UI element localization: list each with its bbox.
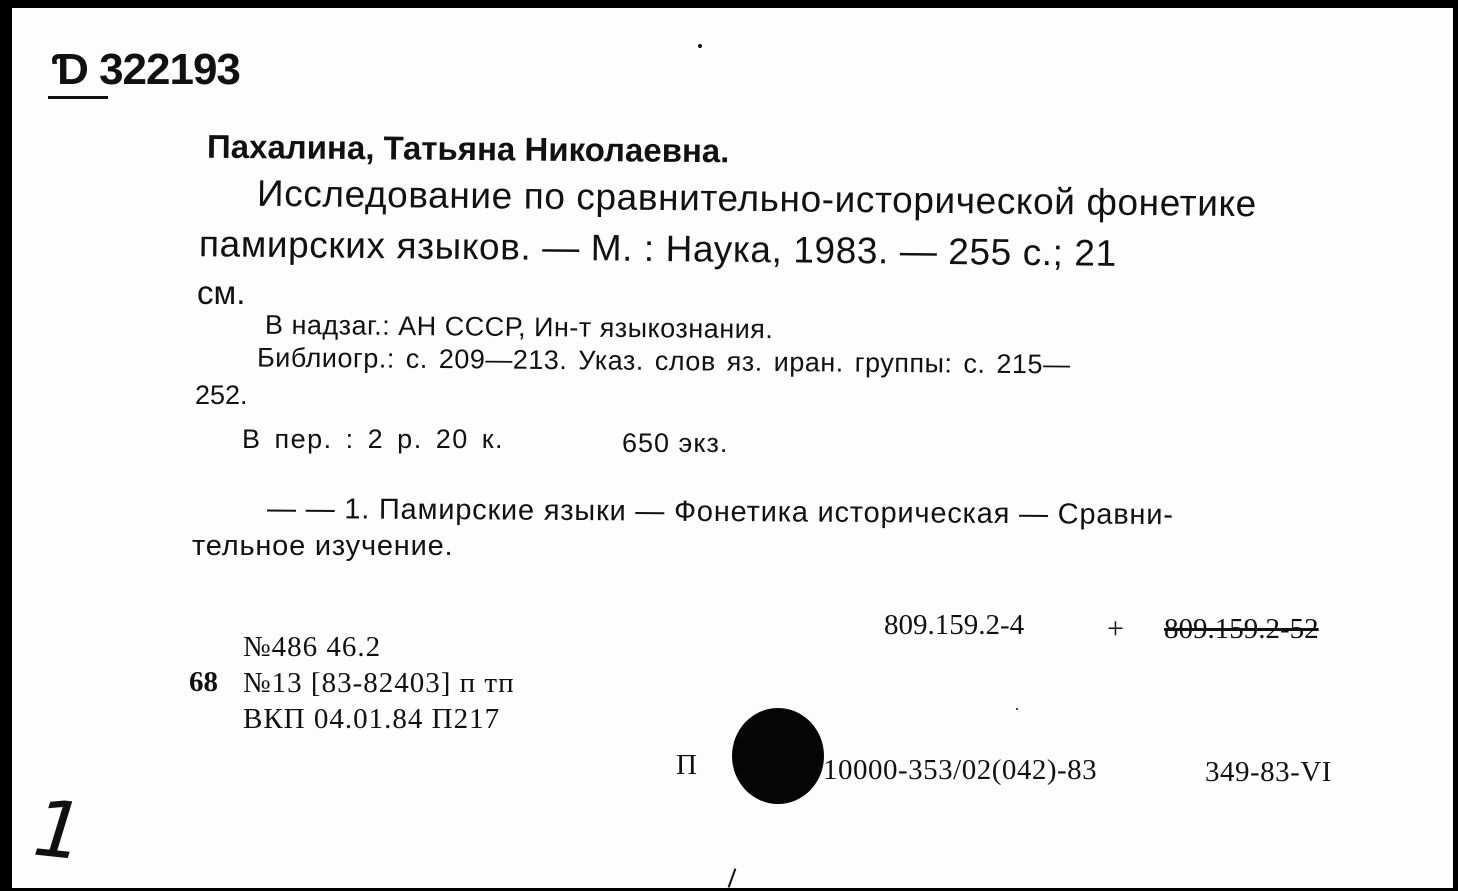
- registry-line-2: №13 [83-82403] п тп: [243, 667, 515, 699]
- handwritten-mark: 1: [29, 783, 89, 879]
- registry-prefix: 68: [189, 666, 218, 698]
- note-bibliogr-pages: 252.: [195, 380, 248, 410]
- registry-line-3: ВКП 04.01.84 П217: [243, 703, 501, 735]
- catalog-card: [12, 8, 1453, 888]
- title-line-3: см.: [197, 274, 246, 311]
- registry-line-1: №486 46.2: [243, 631, 382, 663]
- bottom-code: 10000-353/02(042)-83: [823, 754, 1098, 786]
- speck: [1016, 708, 1018, 710]
- title-line-1: Исследование по сравнительно-исторической фонетике: [256, 172, 1258, 225]
- udc-code: 809.159.2-4: [884, 609, 1025, 641]
- note-nadzag: В надзаг.: АН СССР, Ин-т языкознания.: [264, 309, 774, 345]
- note-bibliogr: Библиогр.: с. 209—213. Указ. слов яз. иран. группы: с. 215—: [256, 342, 1071, 380]
- note-price: В пер. : 2 р. 20 к.: [242, 424, 505, 454]
- call-number-underline: [48, 96, 108, 99]
- speck: [698, 44, 702, 48]
- subject-line-1: — — 1. Памирские языки — Фонетика историческая — Сравни-: [266, 492, 1174, 532]
- call-number: Ɗ 322193: [52, 45, 240, 94]
- udc-plus: +: [1107, 612, 1124, 645]
- bottom-number: 349-83-VI: [1205, 756, 1332, 788]
- title-line-2: памирских языков. — М. : Наука, 1983. — 255 с.; 21: [198, 223, 1118, 274]
- stray-mark: [728, 868, 737, 887]
- punch-hole: [732, 708, 824, 804]
- author-heading: Пахалина, Татьяна Николаевна.: [206, 127, 730, 170]
- bottom-p-letter: П: [676, 749, 697, 781]
- note-copies: 650 экз.: [622, 428, 729, 458]
- udc-struck-code: 809.159.2-52: [1164, 613, 1319, 645]
- subject-line-2: тельное изучение.: [192, 530, 454, 562]
